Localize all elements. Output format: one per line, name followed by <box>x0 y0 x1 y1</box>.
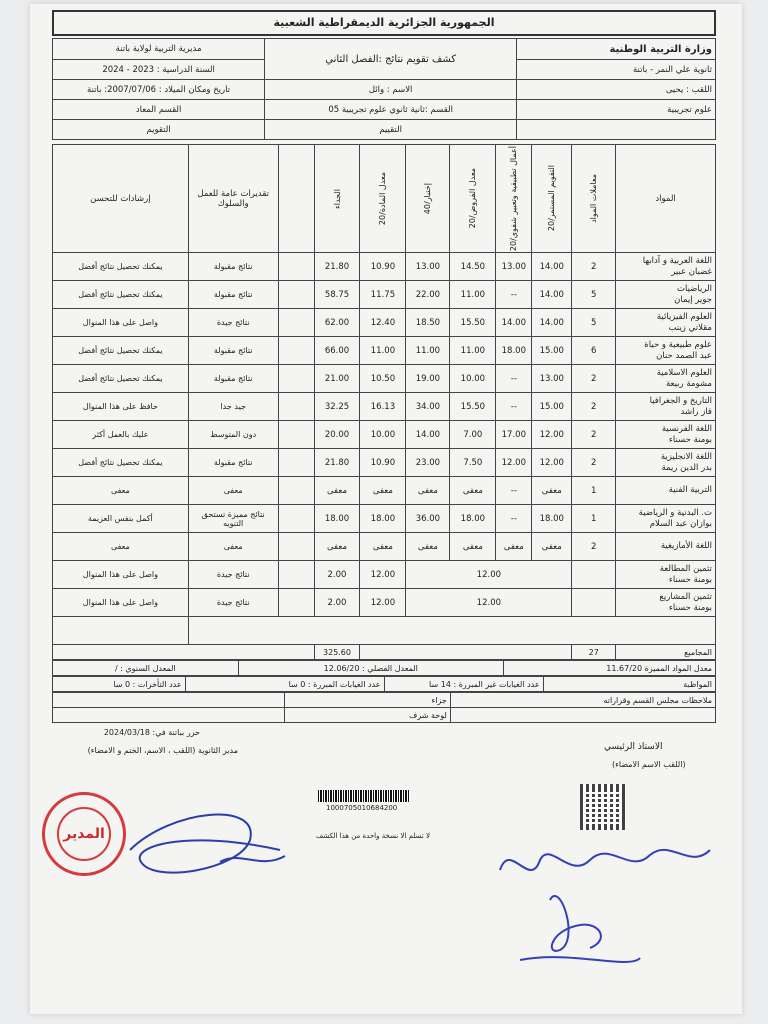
cell-product: معفى <box>314 477 360 505</box>
council-notes: ملاحظات مجلس القسم وقراراته <box>450 693 715 708</box>
subject-cell <box>616 477 716 505</box>
cell-exam: 22.00 <box>406 281 450 309</box>
cell-guidance: يمكنك تحصيل نتائج أفضل <box>53 449 189 477</box>
class-name: القسم :ثانية ثانوي علوم تجريبية 05 <box>265 100 517 120</box>
teacher-name: عبد الصمد حنان <box>656 350 712 361</box>
teacher-name: بدر الدين ريمة <box>661 462 712 473</box>
cell-spacer <box>278 365 314 393</box>
cell-continuous: 14.00 <box>532 253 572 281</box>
subject-name: تثمين المشاريع <box>659 591 712 602</box>
attendance-label: المواظبة <box>543 677 715 692</box>
term-average: المعدل الفصلي : 12.06/20 <box>238 661 503 676</box>
summary-table <box>52 660 716 676</box>
cell-spacer <box>278 393 314 421</box>
birth-info: تاريخ ومكان الميلاد : 2007/07/06: باتنة <box>53 80 265 100</box>
cell-coef: 2 <box>572 253 616 281</box>
grade-rows <box>53 253 716 561</box>
cell-spacer <box>278 477 314 505</box>
cell-coef: 1 <box>572 505 616 533</box>
student-surname: اللقب : يحيى <box>517 80 716 100</box>
honor-label: لوحة شرف <box>285 708 451 723</box>
col-exam: إختبار/40 <box>406 145 450 253</box>
cell-spacer <box>278 253 314 281</box>
cell-coef: 2 <box>572 365 616 393</box>
subject-cell <box>616 309 716 337</box>
subject-cell <box>616 505 716 533</box>
cell-product: 62.00 <box>314 309 360 337</box>
cell-product: 2.00 <box>314 561 360 589</box>
cell-coef <box>572 561 616 589</box>
cell-spacer <box>278 421 314 449</box>
cell-continuous: 14.00 <box>532 309 572 337</box>
table-row <box>53 589 716 617</box>
subject-cell <box>616 589 716 617</box>
subject-name: اللغة الانجليزية <box>660 451 712 462</box>
cell-product: 58.75 <box>314 281 360 309</box>
table-row <box>53 253 716 281</box>
cell-coef: 5 <box>572 281 616 309</box>
cell-general: نتائج جيدة <box>188 309 278 337</box>
cell-exam: معفى <box>406 477 450 505</box>
teacher-name: غضبان عبير <box>671 266 712 277</box>
cell-continuous: معفى <box>532 477 572 505</box>
subject-name: العلوم الفيزيائية <box>656 311 712 322</box>
student-first-name: الاسم : وائل <box>265 80 517 100</box>
cell-exam: 14.00 <box>406 421 450 449</box>
coef-total: 27 <box>572 645 616 660</box>
cell-general: نتائج مقبولة <box>188 365 278 393</box>
cell-coef: 6 <box>572 337 616 365</box>
cell-spacer <box>278 505 314 533</box>
table-row <box>53 421 716 449</box>
cell-coef: 2 <box>572 449 616 477</box>
cell-tests: معفى <box>450 477 496 505</box>
cell-product: 20.00 <box>314 421 360 449</box>
cell-coef: 5 <box>572 309 616 337</box>
cell-general: جيد جدا <box>188 393 278 421</box>
subject-cell <box>616 449 716 477</box>
cell-tests: 18.00 <box>450 505 496 533</box>
cell-avg: 18.00 <box>360 505 406 533</box>
subject-name: العلوم الاسلامية <box>656 367 712 378</box>
cell-continuous: 15.00 <box>532 337 572 365</box>
director-label: مدير الثانوية (اللقب ، الاسم، الختم و الامضاء) <box>87 746 238 755</box>
subject-cell <box>616 337 716 365</box>
cell-practical: 14.00 <box>496 309 532 337</box>
cell-product: معفى <box>314 533 360 561</box>
cell-spacer <box>278 281 314 309</box>
cell-guidance: أكمل بنفس العزيمة <box>53 505 189 533</box>
council-blank <box>450 708 715 723</box>
blank-row <box>188 617 715 645</box>
cell-tests: 10.00 <box>450 365 496 393</box>
subject-cell <box>616 281 716 309</box>
cell-general: نتائج مميزة تستحق التنويه <box>188 505 278 533</box>
distinguished-avg: معدل المواد المميزة 11.67/20 <box>503 661 715 676</box>
col-subjects: المواد <box>616 145 716 253</box>
honor-blank <box>53 708 285 723</box>
grades-table <box>52 144 716 660</box>
cell-tests: 11.00 <box>450 281 496 309</box>
cell-practical: 12.00 <box>496 449 532 477</box>
teacher-name: مقلاتي زينب <box>668 322 712 333</box>
col-guidance: إرشادات للتحسن <box>53 145 189 253</box>
teacher-name: مشومة ربيعة <box>665 378 712 389</box>
cell-spacer <box>278 449 314 477</box>
cell-spacer <box>278 309 314 337</box>
cell-practical: -- <box>496 365 532 393</box>
cell-tests: 15.50 <box>450 393 496 421</box>
cell-avg: 12.00 <box>360 589 406 617</box>
subject-cell <box>616 393 716 421</box>
cell-spacer <box>278 533 314 561</box>
cell-general: نتائج مقبولة <box>188 253 278 281</box>
totals-label: المجاميع <box>616 645 716 660</box>
school-year: السنة الدراسية : 2023 - 2024 <box>53 60 265 80</box>
republic-title: الجمهورية الجزائرية الديمقراطية الشعبية <box>52 10 716 36</box>
table-row <box>53 477 716 505</box>
subject-name: ت. البدنية و الرياضية <box>638 507 712 518</box>
extra-rows <box>53 561 716 617</box>
cell-exam: 23.00 <box>406 449 450 477</box>
cell-avg: معفى <box>360 533 406 561</box>
single-copy-warning: لا تسلم الا نسخة واحدة من هذا الكشف <box>316 832 430 840</box>
cell-continuous: 12.00 <box>532 449 572 477</box>
stream-name: علوم تجريبية <box>517 100 716 120</box>
stamp-text: المدير <box>57 807 111 861</box>
cell-practical: 13.00 <box>496 253 532 281</box>
col-subject-avg: معدل المادة/20 <box>360 145 406 253</box>
subject-name: اللغة العربية و آدابها <box>642 255 712 266</box>
cell-avg: 12.40 <box>360 309 406 337</box>
cell-practical: -- <box>496 281 532 309</box>
cell-general: دون المتوسط <box>188 421 278 449</box>
cell-tests: 7.50 <box>450 449 496 477</box>
cell-product: 66.00 <box>314 337 360 365</box>
cell-coef: 2 <box>572 393 616 421</box>
cell-avg: معفى <box>360 477 406 505</box>
cell-guidance: واصل على هذا المنوال <box>53 309 189 337</box>
cell-tests: معفى <box>450 533 496 561</box>
cell-continuous: 12.00 <box>532 421 572 449</box>
evaluation-label: التقييم <box>265 120 517 140</box>
cell-guidance: يمكنك تحصيل نتائج أفضل <box>53 365 189 393</box>
cell-coef: 2 <box>572 533 616 561</box>
cell-guidance: يمكنك تحصيل نتائج أفضل <box>53 253 189 281</box>
cell-guidance: واصل على هذا المنوال <box>53 561 189 589</box>
justified-absences: عدد الغيابات المبررة : 0 سا <box>185 677 384 692</box>
cell-product: 2.00 <box>314 589 360 617</box>
cell-spacer <box>278 337 314 365</box>
cell-general: نتائج مقبولة <box>188 281 278 309</box>
cell-product: 21.80 <box>314 253 360 281</box>
cell-avg: 16.13 <box>360 393 406 421</box>
cell-product: 21.80 <box>314 449 360 477</box>
subject-name: اللغة الفرنسية <box>661 423 712 434</box>
cell-coef: 1 <box>572 477 616 505</box>
table-row <box>53 533 716 561</box>
table-row <box>53 365 716 393</box>
col-product: الجداء <box>314 145 360 253</box>
cell-guidance: معفى <box>53 533 189 561</box>
cell-tests: 7.00 <box>450 421 496 449</box>
student-info-table <box>52 38 716 140</box>
issue-date: حرر بباتنة في: 2024/03/18 <box>103 728 200 737</box>
col-spacer <box>278 145 314 253</box>
attendance-table <box>52 676 716 692</box>
head-teacher-signature <box>490 830 720 980</box>
teacher-name: جوير إيمان <box>674 294 712 305</box>
cell-guidance: عليك بالعمل أكثر <box>53 421 189 449</box>
cell-guidance: يمكنك تحصيل نتائج أفضل <box>53 337 189 365</box>
col-continuous: التقويم المستمر/20 <box>532 145 572 253</box>
cell-avg: 11.75 <box>360 281 406 309</box>
cell-practical: 18.00 <box>496 337 532 365</box>
cell-exam: 13.00 <box>406 253 450 281</box>
cell-avg: 12.00 <box>360 561 406 589</box>
table-row <box>53 561 716 589</box>
cell-exam: 36.00 <box>406 505 450 533</box>
cell-continuous: 14.00 <box>532 281 572 309</box>
empty-cell <box>517 120 716 140</box>
cell-product: 32.25 <box>314 393 360 421</box>
subject-name: علوم طبيعية و حياة <box>644 339 712 350</box>
cell-practical: 17.00 <box>496 421 532 449</box>
cell-tests: 14.50 <box>450 253 496 281</box>
teacher-name: قاز راشد <box>680 406 712 417</box>
subject-name: التربية الفنية <box>668 485 712 496</box>
cell-guidance: معفى <box>53 477 189 505</box>
cell-practical: -- <box>496 477 532 505</box>
council-table <box>52 692 716 723</box>
cell-tests: 15.50 <box>450 309 496 337</box>
penalty-blank <box>53 693 285 708</box>
product-total: 325.60 <box>314 645 360 660</box>
col-tests-avg: معدل الفروض/20 <box>450 145 496 253</box>
delays-count: عدد التأخرات : 0 سا <box>53 677 186 692</box>
teacher-name: بوازان عبد السلام <box>649 518 712 529</box>
cell-product: 18.00 <box>314 505 360 533</box>
report-card <box>52 10 716 723</box>
subject-name: التاريخ و الجغرافيا <box>649 395 712 406</box>
cell-guidance: حافظ على هذا المنوال <box>53 393 189 421</box>
teacher-name: بومنة حسناء <box>668 602 712 613</box>
cell-practical: معفى <box>496 533 532 561</box>
cell-general: نتائج مقبولة <box>188 337 278 365</box>
ministry-name: وزارة التربية الوطنية <box>517 39 716 60</box>
cell-practical: -- <box>496 505 532 533</box>
cell-avg: 10.90 <box>360 253 406 281</box>
director-signature <box>110 790 310 900</box>
table-row <box>53 393 716 421</box>
cell-general: نتائج جيدة <box>188 561 278 589</box>
cell-guidance: واصل على هذا المنوال <box>53 589 189 617</box>
directorate-name: مديرية التربية لولاية باتنة <box>53 39 265 60</box>
totals-blank <box>360 645 572 660</box>
teacher-name: بومنة حسناء <box>668 574 712 585</box>
cell-exam: 18.50 <box>406 309 450 337</box>
subject-cell <box>616 533 716 561</box>
cell-general: نتائج جيدة <box>188 589 278 617</box>
cell-avg: 10.50 <box>360 365 406 393</box>
cell-avg: 11.00 <box>360 337 406 365</box>
totals-blank-left <box>53 645 315 660</box>
cell-coef: 2 <box>572 421 616 449</box>
cell-product: 21.00 <box>314 365 360 393</box>
evaluation-label-left: التقويم <box>53 120 265 140</box>
qr-code <box>580 784 626 830</box>
cell-avg: 10.90 <box>360 449 406 477</box>
head-teacher-label: الاستاذ الرئيسي <box>604 742 663 752</box>
merged-grade: 12.00 <box>406 561 572 589</box>
table-row <box>53 337 716 365</box>
subject-cell <box>616 365 716 393</box>
barcode-number: 1000705010684200 <box>326 804 398 812</box>
col-general: تقديرات عامة للعمل والسلوك <box>188 145 278 253</box>
col-coef: معاملات المواد <box>572 145 616 253</box>
cell-continuous: 15.00 <box>532 393 572 421</box>
subject-name: اللغة الأمازيغية <box>660 541 712 552</box>
table-row <box>53 281 716 309</box>
barcode-image <box>318 790 410 802</box>
report-title: كشف تقويم نتائج :الفصل الثاني <box>265 39 517 80</box>
subject-name: الرياضيات <box>677 283 712 294</box>
merged-grade: 12.00 <box>406 589 572 617</box>
repeated-class: القسم المعاد <box>53 100 265 120</box>
cell-spacer <box>278 589 314 617</box>
teacher-name: بومنة حسناء <box>668 434 712 445</box>
cell-general: معفى <box>188 533 278 561</box>
cell-exam: 19.00 <box>406 365 450 393</box>
subject-name: تثمين المطالعة <box>659 563 712 574</box>
cell-general: نتائج مقبولة <box>188 449 278 477</box>
subject-cell <box>616 561 716 589</box>
cell-continuous: 13.00 <box>532 365 572 393</box>
blank-row-end <box>53 617 189 645</box>
cell-tests: 11.00 <box>450 337 496 365</box>
table-row <box>53 449 716 477</box>
col-practical: أعمال تطبيقية وتعبير شفوي/20 <box>496 145 532 253</box>
cell-coef <box>572 589 616 617</box>
cell-practical: -- <box>496 393 532 421</box>
cell-exam: 11.00 <box>406 337 450 365</box>
cell-exam: 34.00 <box>406 393 450 421</box>
unjustified-absences: عدد الغيابات غير المبررة : 14 سا <box>384 677 543 692</box>
table-row <box>53 505 716 533</box>
cell-general: معفى <box>188 477 278 505</box>
subject-cell <box>616 253 716 281</box>
cell-continuous: 18.00 <box>532 505 572 533</box>
school-name: ثانوية علي النمر - باتنة <box>517 60 716 80</box>
annual-average: المعدل السنوي : / <box>53 661 239 676</box>
cell-exam: معفى <box>406 533 450 561</box>
cell-continuous: معفى <box>532 533 572 561</box>
table-row <box>53 309 716 337</box>
subject-cell <box>616 421 716 449</box>
cell-guidance: يمكنك تحصيل نتائج أفضل <box>53 281 189 309</box>
head-teacher-note: (اللقب الاسم الامضاء) <box>612 760 686 769</box>
penalty-label: جزاء <box>285 693 451 708</box>
cell-avg: 10.00 <box>360 421 406 449</box>
cell-spacer <box>278 561 314 589</box>
